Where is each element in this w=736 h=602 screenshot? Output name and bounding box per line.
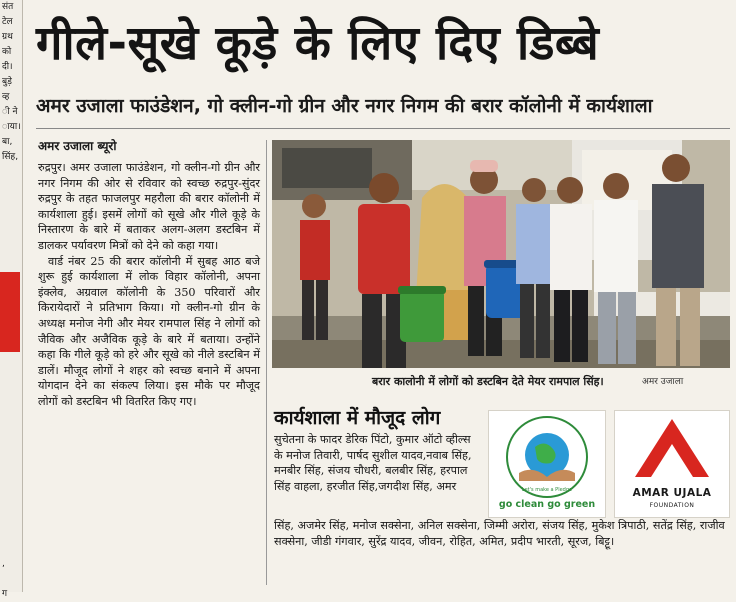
green-dustbin xyxy=(398,286,446,342)
adjacent-column-fragment xyxy=(0,0,23,599)
news-photo xyxy=(272,140,730,368)
adjacent-text-fragment: सिंह, xyxy=(2,152,19,162)
adjacent-text-fragment xyxy=(0,407,7,422)
photo-caption: बरार कालोनी में लोगों को डस्टबिन देते मेयर रामपाल सिंह। xyxy=(372,375,604,388)
adjacent-text-fragment: को xyxy=(2,47,12,57)
adjacent-text-fragment: , xyxy=(2,559,5,569)
adjacent-text-fragment: बुड़े xyxy=(2,77,12,87)
article-paragraph-1: रुद्रपुर। अमर उजाला फाउंडेशन, गो क्लीन-गो ग्रीन और नगर निगम की ओर से रविवार को स्वच्छ रुद्रपुर-सुंदर रुद्रपुर के तहत फाजलपुर महरौला की बरार कॉलोनी में कार्यशाला हुई। इसमें लोगों को सूखे और गीले कूड़े के निस्तारण के बारे में बताकर अलग-अलग डस्टबिन में डालकर पर्यावरण मित्रों को देने को कहा गया। xyxy=(38,161,260,252)
adjacent-text-fragment: ग्रथ xyxy=(2,32,13,42)
adjacent-text-fragment xyxy=(0,452,7,467)
adjacent-text-fragment xyxy=(0,392,7,407)
adjacent-column-text xyxy=(0,0,22,165)
adjacent-text-fragment: व्ह xyxy=(2,92,10,102)
amar-ujala-foundation-logo xyxy=(614,410,730,518)
adjacent-text-fragment xyxy=(0,467,7,482)
adjacent-text-fragment: ाया। xyxy=(2,122,21,132)
adjacent-text-fragment xyxy=(0,482,7,497)
amar-ujala-foundation-label: FOUNDATION xyxy=(649,502,695,509)
gcgg-wordmark: go clean go green xyxy=(498,499,596,510)
article-paragraph-2: वार्ड नंबर 25 की बरार कॉलोनी में सुबह आठ बजे शुरू हुई कार्यशाला में लोक विहार कॉलोनी, अपना इंक्लेव, अग्रवाल कॉलोनी के 350 परिवारों और किरायेदारों ने प्रतिभाग किया। गो क्लीन-गो ग्रीन के अध्यक्ष मनोज नेगी और मेयर रामपाल सिंह ने लोगों को जैविक और अजैविक कूड़े के बारे में बताया। उन्होंने कहा कि गीले कूड़े को हरे और सूखे को नीले डस्टबिन में डालें। मौजूद लोगों ने शहर को स्वच्छ बनाने में अपना योगदान देने का संकल्प लिया। इस मौके पर मौजूद लोगों को डस्टबिन भी वितरित किए गए। xyxy=(38,254,260,408)
amar-ujala-name: AMAR UJALA xyxy=(632,487,712,499)
adjacent-text-fragment xyxy=(0,542,7,557)
adjacent-text-fragment: बा, xyxy=(2,137,13,147)
photo-caption-row xyxy=(272,372,730,392)
adjacent-text-fragment xyxy=(0,377,7,392)
adjacent-text-fragment xyxy=(0,362,7,377)
attendees-list-top: सुचेतना के फादर डेरिक पिंटो, कुमार ऑटो व्हील्स के मनोज तिवारी, पार्षद सुशील यादव,नवाब सिंह, मनबीर सिंह, संजय चौधरी, बलबीर सिंह, हरपाल सिंह वाहला, हरजीत सिंह,जगदीश सिंह, अमर xyxy=(274,433,472,493)
attendees-list-bottom: सिंह, अजमेर सिंह, मनोज सक्सेना, अनिल सक्सेना, जिम्मी अरोरा, संजय सिंह, मुकेश त्रिपाठी, सतेंद्र सिंह, राजीव सक्सेना, जीडी गंगवार, सुरेंद्र यादव, जीवन, रोहित, अमित, प्रदीप भारती, सूरज, बिट्टू। xyxy=(274,519,725,548)
person-white-shirt-2 xyxy=(594,173,638,364)
adjacent-text-fragment: ग xyxy=(2,589,8,599)
column-divider xyxy=(266,140,267,585)
photo-credit: अमर उजाला xyxy=(642,377,684,387)
adjacent-text-fragment: दी। xyxy=(2,62,13,72)
adjacent-text-fragment xyxy=(0,422,7,437)
headline: गीले-सूखे कूड़े के लिए दिए डिब्बे xyxy=(36,16,600,71)
adjacent-column-lower-text xyxy=(0,362,7,602)
photo-illustration xyxy=(272,140,730,368)
adjacent-text-fragment xyxy=(0,572,7,587)
adjacent-text-fragment: ी ने xyxy=(2,107,18,117)
attendees-title: कार्यशाला में मौजूद लोग xyxy=(274,407,441,429)
article-body xyxy=(38,160,260,410)
byline: अमर उजाला ब्यूरो xyxy=(38,139,117,153)
adjacent-red-banner xyxy=(0,272,20,352)
gcgg-tagline: Let's make a Pledge xyxy=(521,487,573,493)
amar-ujala-a-icon xyxy=(615,411,729,487)
adjacent-text-fragment: संत xyxy=(2,2,14,12)
divider xyxy=(36,128,730,129)
person-blue-shirt xyxy=(516,178,552,358)
adjacent-text-fragment xyxy=(0,512,7,527)
adjacent-text-fragment xyxy=(0,527,7,542)
go-clean-go-green-logo xyxy=(488,410,606,518)
adjacent-text-fragment xyxy=(0,437,7,452)
adjacent-text-fragment: टेल xyxy=(2,17,13,27)
adjacent-text-fragment xyxy=(0,497,7,512)
subheadline: अमर उजाला फाउंडेशन, गो क्लीन-गो ग्रीन और नगर निगम की बरार कॉलोनी में कार्यशाला xyxy=(36,95,653,117)
